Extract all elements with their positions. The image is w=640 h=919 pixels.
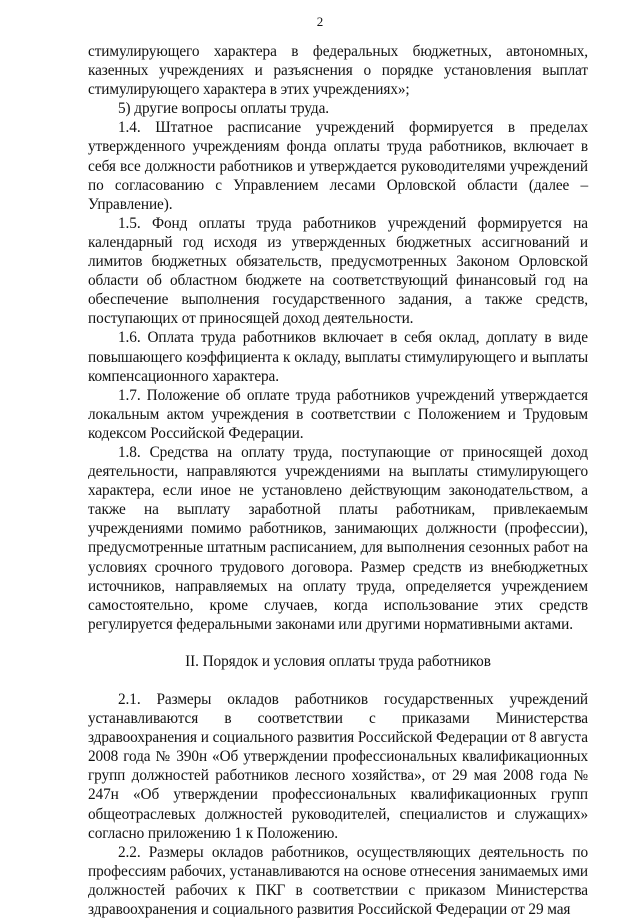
page-number: 2 [316,14,324,29]
paragraph-item-5: 5) другие вопросы оплаты труда. [118,100,329,118]
paragraph-1-6: 1.6. Оплата труда работников включает в себя оклад, доплату в виде повышающего коэффициента к окладу, выплаты стимулирующего и выплаты компенсационного характера. [88,329,588,385]
paragraph-1-7: 1.7. Положение об оплате труда работников учреждений утверждается локальным актом учреждения в соответствии с Положением и Трудовым кодексом Российской Федерации. [88,386,588,442]
section-heading: II. Порядок и условия оплаты труда работников [185,652,491,670]
paragraph-1-8: 1.8. Средства на оплату труда, поступающие от приносящей доход деятельности, направляются учреждениями на выплаты стимулирующего характера, если иное не установлено действующим законодательством, а также на выплату заработной платы работникам, привлекаемым учреждениями помимо работников, занимающих должности (профессии), предусмотренные штатным расписанием, для выполнения сезонных работ на условиях срочного трудового договора. Размер средств из внебюджетных источников, направляемых на оплату труда, определяется учреждением самостоятельно, кроме случаев, когда использование этих средств регулируется федеральными законами или другими нормативными актами. [88,443,588,633]
paragraph-1-4: 1.4. Штатное расписание учреждений формируется в пределах утвержденного учреждениям фонда оплаты труда работников, включает в себя все должности работников и утверждается руководителями учреждений по согласованию с Управлением лесами Орловской области (далее – Управление). [88,119,588,213]
document-body [88,42,588,919]
paragraph-2-1: 2.1. Размеры окладов работников государственных учреждений устанавливаются в соответствии с приказами Министерства здравоохранения и социального развития Российской Федерации от 8 августа 2008 года № 390н «Об утверждении профессиональных квалификационных групп должностей работников лесного хозяйства», от 29 мая 2008 года № 247н «Об утверждении профессиональных квалификационных групп общеотраслевых должностей руководителей, специалистов и служащих» согласно приложению 1 к Положению. [88,691,588,842]
paragraph-1-5: 1.5. Фонд оплаты труда работников учреждений формируется на календарный год исходя из утвержденных бюджетных ассигнований и лимитов бюджетных обязательств, предусмотренных Законом Орловской области об областном бюджете на соответствующий финансовый год на обеспечение выполнения государственного задания, а также средств, поступающих от приносящей доход деятельности. [88,214,588,328]
paragraph-continuation: стимулирующего характера в федеральных бюджетных, автономных, казенных учреждениях и разъяснения о порядке установления выплат стимулирующего характера в этих учреждениях»; [88,43,588,99]
paragraph-2-2: 2.2. Размеры окладов работников, осуществляющих деятельность по профессиям рабочих, устанавливаются на основе отнесения занимаемых ими должностей рабочих к ПКГ в соответствии с приказом Министерства здравоохранения и социального развития Российской Федерации от 29 мая [88,843,588,919]
